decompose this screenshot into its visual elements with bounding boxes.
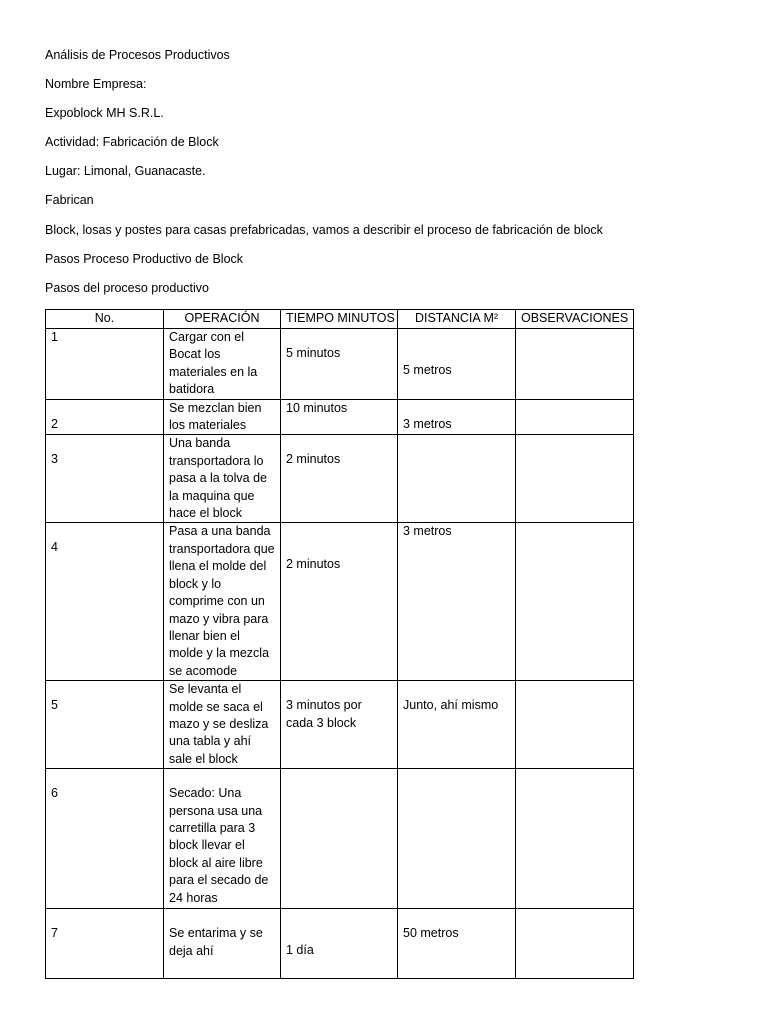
table-row [46,435,634,523]
table-row [46,523,634,681]
observations-cell [516,435,634,523]
time-value: 1 día [286,943,314,958]
table-header-row [46,310,634,329]
row-number: 6 [51,786,58,801]
row-number: 5 [51,698,58,713]
distance-value: Junto, ahí mismo [403,698,499,713]
location-line: Lugar: Limonal, Guanacaste. [45,164,206,178]
row-number-cell [46,909,164,979]
distance-cell [398,769,516,909]
document-title: Análisis de Procesos Productivos [45,48,230,62]
column-header-observations: OBSERVACIONES [516,310,634,329]
operation-text: Secado: Una persona usa una carretilla para 3 block llevar el block al aire libre para el secado de 24 horas [169,786,269,905]
observations-cell [516,523,634,681]
time-cell [281,523,398,681]
company-name: Expoblock MH S.R.L. [45,106,164,120]
time-value: 5 minutos [286,346,341,360]
products-description: Block, losas y postes para casas prefabricadas, vamos a describir el proceso de fabricación de block [45,223,603,237]
process-table [45,309,634,979]
distance-cell [398,329,516,400]
time-value: 2 minutos [286,557,341,572]
observations-cell [516,329,634,400]
observations-cell [516,909,634,979]
distance-cell [398,681,516,769]
activity-line: Actividad: Fabricación de Block [45,135,219,149]
distance-value: 50 metros [403,926,459,941]
row-number-cell [46,399,164,435]
observations-cell [516,681,634,769]
time-cell [281,681,398,769]
column-header-no: No. [46,310,164,329]
operation-cell: Cargar con el Bocat los materiales en la batidora [164,329,281,400]
time-value: 2 minutos [286,452,341,467]
row-number: 3 [51,452,58,467]
time-cell [281,329,398,400]
table-row [46,329,634,400]
operation-cell: Se mezclan bien los materiales [164,399,281,435]
distance-value: 3 metros [403,416,452,431]
operation-cell: Una banda transportadora lo pasa a la tolva de la maquina que hace el block [164,435,281,523]
time-cell [281,769,398,909]
table-row [46,769,634,909]
observations-cell [516,769,634,909]
table-row [46,399,634,435]
distance-cell [398,909,516,979]
products-label: Fabrican [45,193,94,207]
table-row [46,909,634,979]
column-header-time: TIEMPO MINUTOS [281,310,398,329]
row-number: 7 [51,926,58,941]
distance-cell: 3 metros [398,523,516,681]
column-header-operation: OPERACIÓN [164,310,281,329]
row-number: 2 [51,416,58,431]
row-number-cell [46,435,164,523]
row-number: 4 [51,540,58,555]
distance-cell [398,435,516,523]
row-number-cell [46,769,164,909]
row-number-cell [46,681,164,769]
time-cell [281,435,398,523]
row-number-cell [46,523,164,681]
time-value: 3 minutos por cada 3 block [286,698,362,730]
distance-cell [398,399,516,435]
table-row [46,681,634,769]
operation-text: Se entarima y se deja ahí [169,926,263,958]
operation-cell [164,909,281,979]
company-label: Nombre Empresa: [45,77,147,91]
operation-cell: Pasa a una banda transportadora que llena el molde del block y lo comprime con un mazo y vibra para llenar bien el molde y la mezcla se acomode [164,523,281,681]
observations-cell [516,399,634,435]
table-caption: Pasos del proceso productivo [45,281,209,295]
column-header-distance: DISTANCIA M² [398,310,516,329]
time-cell: 10 minutos [281,399,398,435]
distance-value: 5 metros [403,363,452,377]
row-number-cell: 1 [46,329,164,400]
operation-cell [164,769,281,909]
time-cell [281,909,398,979]
section-title: Pasos Proceso Productivo de Block [45,252,244,266]
operation-cell: Se levanta el molde se saca el mazo y se desliza una tabla y ahí sale el block [164,681,281,769]
